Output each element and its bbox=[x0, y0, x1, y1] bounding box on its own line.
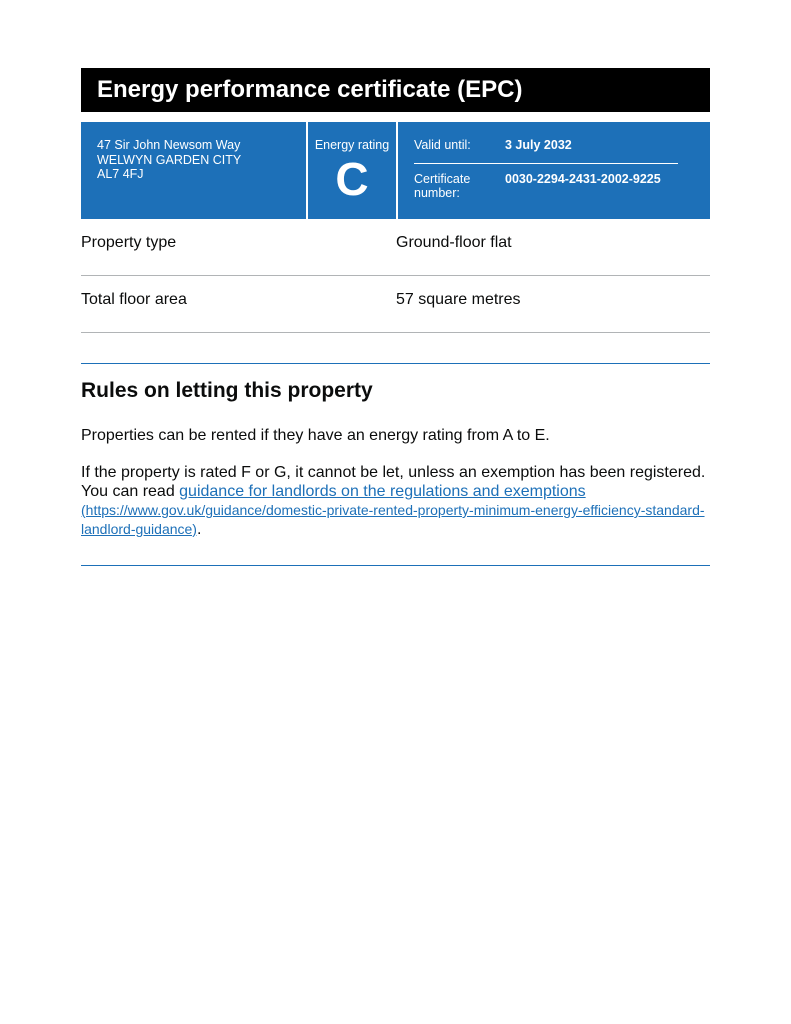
landlord-guidance-link[interactable]: guidance for landlords on the regulations and exemptions bbox=[179, 483, 586, 500]
address-block bbox=[81, 122, 306, 219]
letting-rules-heading: Rules on letting this property bbox=[81, 379, 373, 402]
landlord-guidance-url[interactable]: (https://www.gov.uk/guidance/domestic-private-rented-property-minimum-energy-efficiency-standard-landlord-guidance) bbox=[81, 502, 705, 537]
letting-rules-paragraph-2 bbox=[81, 463, 710, 539]
address-line-2: WELWYN GARDEN CITY bbox=[97, 152, 242, 167]
valid-until-label: Valid until: bbox=[414, 138, 471, 152]
page-title: Energy performance certificate (EPC) bbox=[97, 76, 523, 103]
letting-rules-period: . bbox=[196, 521, 202, 538]
energy-rating-value: C bbox=[335, 153, 369, 205]
property-type-row bbox=[81, 219, 710, 276]
letting-rules-paragraph-1: Properties can be rented if they have an energy rating from A to E. bbox=[81, 427, 550, 444]
property-type-value: Ground-floor flat bbox=[396, 234, 512, 251]
title-bar bbox=[81, 68, 710, 112]
epc-page bbox=[81, 68, 710, 566]
summary-panel bbox=[81, 122, 710, 219]
address-line-1: 47 Sir John Newsom Way bbox=[97, 138, 241, 152]
certificate-number-value: 0030-2294-2431-2002-9225 bbox=[505, 171, 661, 186]
property-type-label: Property type bbox=[81, 234, 177, 251]
floor-area-label: Total floor area bbox=[81, 291, 187, 308]
energy-rating-label: Energy rating bbox=[314, 138, 390, 152]
floor-area-value: 57 square metres bbox=[396, 291, 521, 308]
energy-rating-block bbox=[308, 122, 396, 219]
certificate-number-row bbox=[414, 164, 678, 201]
validity-block bbox=[398, 122, 710, 219]
floor-area-row bbox=[81, 276, 710, 333]
address-postcode: AL7 4FJ bbox=[97, 167, 144, 181]
letting-rules-text: If the property is rated F or G, it cannot be let, unless an exemption has been registered. You can read bbox=[81, 464, 706, 500]
valid-until-value: 3 July 2032 bbox=[505, 138, 572, 152]
letting-rules-section bbox=[81, 363, 710, 539]
certificate-number-label: Certificate number: bbox=[414, 171, 471, 200]
valid-until-row bbox=[414, 138, 678, 164]
property-details bbox=[81, 219, 710, 333]
section-divider bbox=[81, 565, 710, 566]
